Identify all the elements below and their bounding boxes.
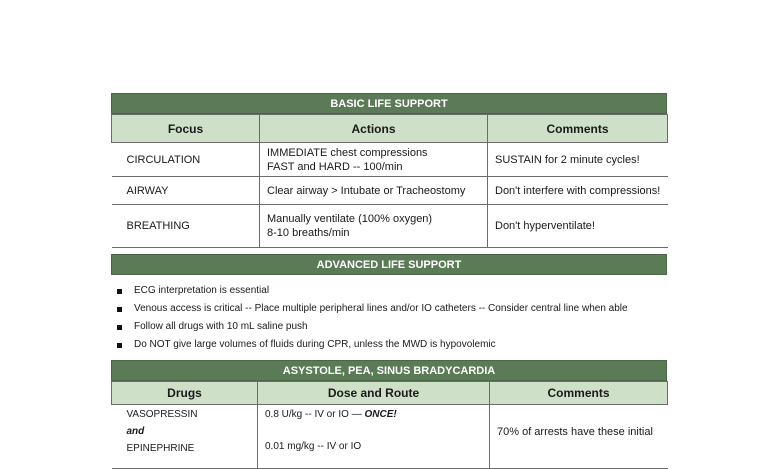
comment-cell: SUSTAIN for 2 minute cycles! [488,143,668,177]
comment-cell: Don't interfere with compressions! [488,177,668,205]
dose-line [265,408,482,422]
column-header-drugs: Drugs [112,382,258,405]
table-row [112,405,668,469]
dose-emphasis: ONCE! [364,409,397,420]
bls-section-title: BASIC LIFE SUPPORT [111,93,667,114]
comment-cell: Don't hyperventilate! [488,205,668,248]
drug-connector: and [126,426,145,437]
focus-cell: CIRCULATION [112,143,260,177]
actions-cell: Clear airway > Intubate or Tracheostomy [260,177,488,205]
column-header-dose-route: Dose and Route [258,382,490,405]
bls-table [111,114,668,248]
bls-header-row [112,115,668,143]
column-header-comments: Comments [490,382,668,405]
table-row [112,177,668,205]
dose-cell [258,405,490,469]
drug-name: VASOPRESSIN [126,409,198,420]
action-line: Manually ventilate (100% oxygen) [267,213,433,225]
asystole-section-title: ASYSTOLE, PEA, SINUS BRADYCARDIA [111,360,667,381]
list-item: Follow all drugs with 10 mL saline push [111,318,667,336]
asystole-header-row [112,382,668,405]
asystole-table [111,381,668,469]
focus-cell: AIRWAY [112,177,260,205]
action-line: 8-10 breaths/min [267,227,350,239]
action-line: IMMEDIATE chest compressions [267,146,428,159]
list-item: Venous access is critical -- Place multiple peripheral lines and/or IO catheters -- Consider central line when able [111,300,667,318]
column-header-comments: Comments [488,115,668,143]
column-header-actions: Actions [260,115,488,143]
column-header-focus: Focus [112,115,260,143]
drugs-cell [112,405,258,469]
als-section-title: ADVANCED LIFE SUPPORT [111,254,667,275]
als-bullet-list [111,282,667,354]
table-row [112,205,668,248]
action-line: FAST and HARD -- 100/min [267,160,403,173]
drug-name: EPINEPHRINE [126,443,195,454]
table-row [112,143,668,177]
comment-cell: 70% of arrests have these initial [490,405,668,469]
cpr-reference-document [111,93,667,469]
actions-cell [260,143,488,177]
dose-line: 0.01 mg/kg -- IV or IO [265,441,362,452]
dose-text: 0.8 U/kg -- IV or IO — [265,409,365,420]
list-item: Do NOT give large volumes of fluids during CPR, unless the MWD is hypovolemic [111,336,667,354]
focus-cell: BREATHING [112,205,260,248]
list-item: ECG interpretation is essential [111,282,667,300]
actions-cell [260,205,488,248]
